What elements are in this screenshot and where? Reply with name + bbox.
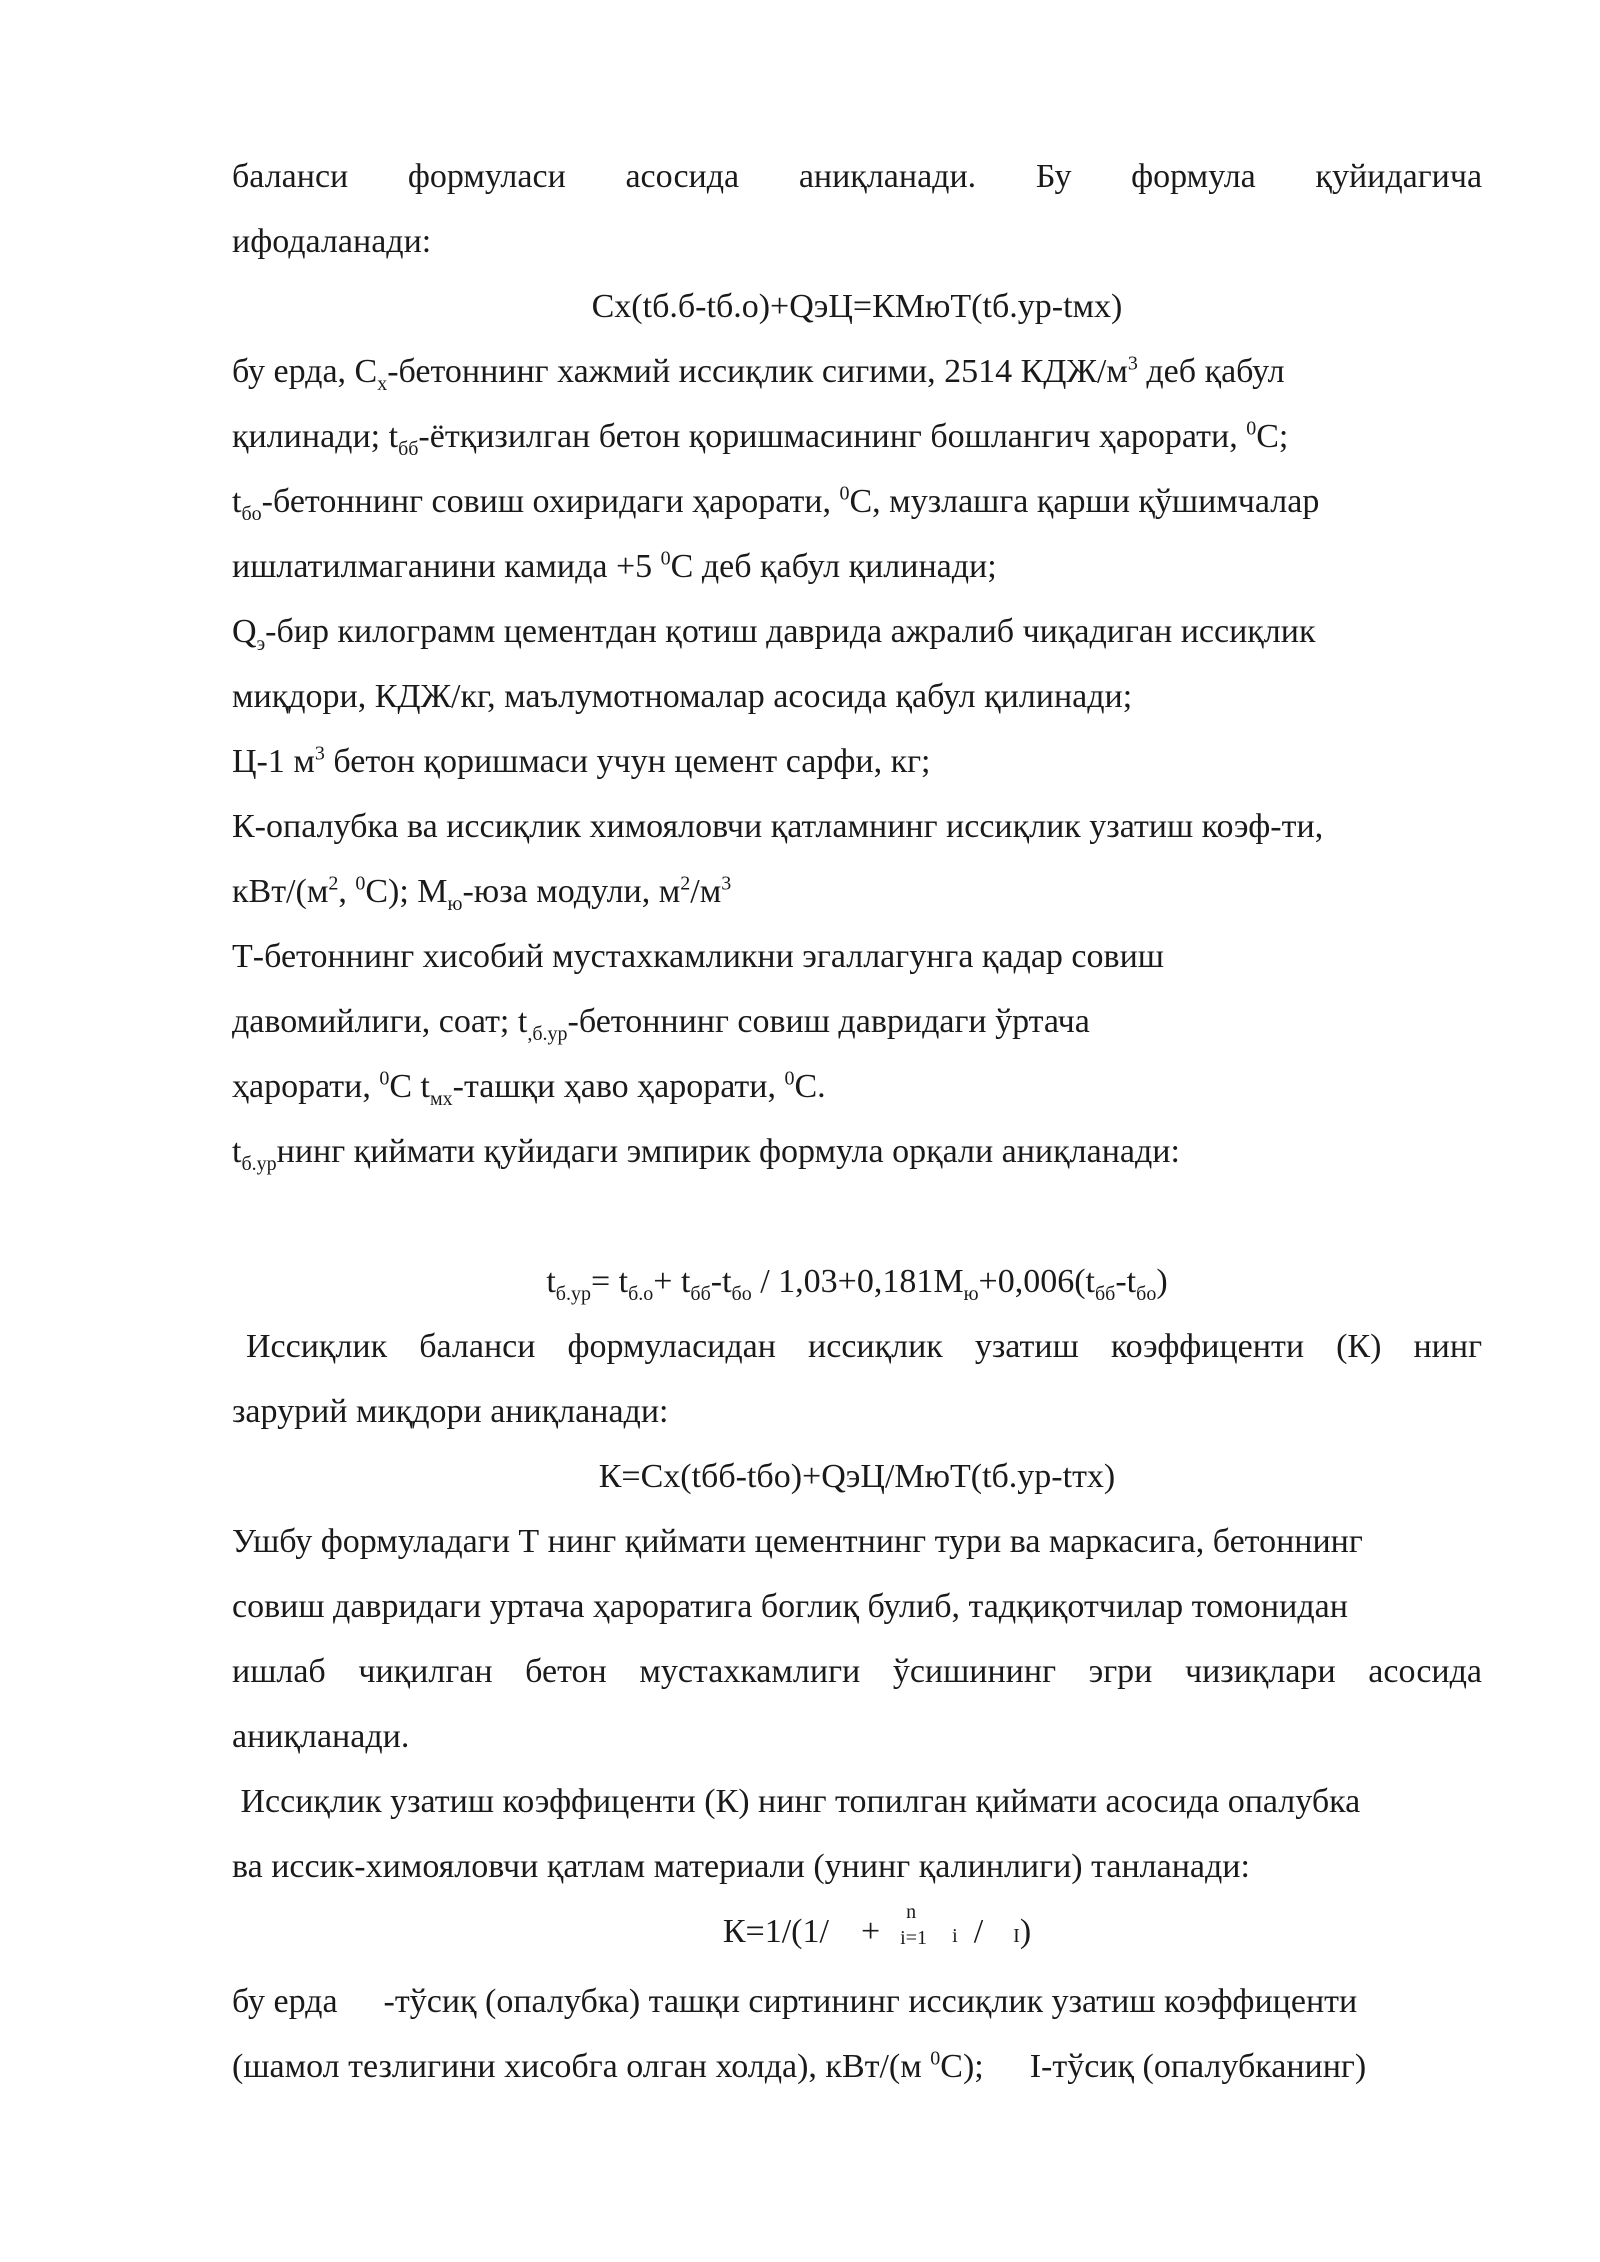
formula-average-temperature: $t_{б.ур}= t_{б.о}+ t_{бб}-t_{бо} / 1,03+0,181М_ю+0,006(t_{бб}-t_{бо})$	[546, 1263, 1168, 1305]
formula-inverse-sum: К=1/(1/ + n i=1 i / I)	[722, 1901, 1032, 1950]
text-line-21: аниқланади.	[232, 1718, 410, 1755]
word: Бу	[1035, 158, 1072, 195]
text-line-23: ва иссик-химояловчи қатлам материали (унинг қалинлиги) танланади:	[232, 1848, 1250, 1885]
word: асосида	[625, 158, 740, 195]
formula-heat-balance: Cx(tб.б-tб.о)+QэЦ=КМюТ(tб.ур-tмх)	[591, 288, 1123, 325]
text-line-6: ишлатилмаганини камида +5 $^0$С деб қабул қилинади;	[232, 547, 997, 585]
text-line-9: Ц-1 $м^3$ бетон қоришмаси учун цемент сарфи, кг;	[232, 742, 931, 780]
text-line-8: миқдори, КДЖ/кг, маълумотномалар асосида қабул қилинади;	[232, 678, 1133, 715]
text-line-14: ҳарорати, $^0$С $t_{мх}$-ташқи ҳаво ҳарорати, $^0$С.	[232, 1067, 826, 1110]
text-line-5: $t_{бо}$-бетоннинг совиш охиридаги ҳарорати, $^0$С, музлашга қарши қўшимчалар	[232, 482, 1320, 525]
text-line-7: $Q_э$-бир килограмм цементдан қотиш даврида ажралиб чиқадиган иссиқлик	[232, 613, 1316, 655]
text-line-16: Иссиқлик баланси формуласидан иссиқлик узатиш коэффиценти (К) нинг	[246, 1328, 1483, 1365]
blank-line	[232, 1184, 1482, 1249]
text-line-18: Ушбу формуладаги Т нинг қиймати цементнинг тури ва маркасига, бетоннинг	[232, 1523, 1363, 1560]
text-line-25: (шамол тезлигини хисобга олган холда), кВт/(м $^0$С); I-тўсиқ (опалубканинг)	[232, 2047, 1367, 2085]
text-line-11: кВт/($м^2$, $^0$С); $М_ю$-юза модули, $м^2/м^3$	[232, 872, 732, 915]
text-line-24: бу ерда -тўсиқ (опалубка) ташқи сиртининг иссиқлик узатиш коэффиценти	[232, 1983, 1358, 2020]
text-line-13: давомийлиги, соат; $t_{,б.ур}$-бетоннинг совиш давридаги ўртача	[232, 1003, 1090, 1045]
document-page	[232, 144, 1482, 2099]
formula-heat-transfer-coefficient: К=Cx(tбб-tбо)+QэЦ/МюТ(tб.ур-tтх)	[598, 1458, 1116, 1495]
text-line-1	[232, 144, 1482, 209]
word: аниқланади.	[798, 158, 977, 195]
text-line-17: зарурий миқдори аниқланади:	[232, 1393, 669, 1430]
word: формула	[1131, 158, 1256, 195]
text-line-3: бу ерда, $С_х$-бетоннинг хажмий иссиқлик сигими, 2514 КДЖ/$м^3$ деб қабул	[232, 352, 1285, 395]
text-line-20: ишлаб чиқилган бетон мустахкамлиги ўсишининг эгри чизиқлари асосида	[232, 1653, 1483, 1690]
word: баланси	[232, 158, 349, 195]
word: қуйидагича	[1315, 158, 1483, 195]
text-line-22: Иссиқлик узатиш коэффиценти (К) нинг топилган қиймати асосида опалубка	[232, 1783, 1361, 1820]
summation-limits: n i=1	[900, 1901, 927, 1949]
text-line-2: ифодаланади:	[232, 223, 432, 260]
text-line-4: қилинади; $t_{бб}$-ётқизилган бетон қоришмасининг бошлангич ҳарорати, $^0$С;	[232, 417, 1289, 460]
text-line-12: Т-бетоннинг хисобий мустахкамликни эгаллагунга қадар совиш	[232, 938, 1164, 975]
text-line-15: $t_{б.ур}нинг$ қиймати қуйидаги эмпирик формула орқали аниқланади:	[232, 1133, 1180, 1175]
text-line-19: совиш давридаги уртача ҳароратига боглиқ булиб, тадқиқотчилар томонидан	[232, 1588, 1348, 1625]
text-line-10: К-опалубка ва иссиқлик химояловчи қатламнинг иссиқлик узатиш коэф-ти,	[232, 808, 1324, 845]
word: формуласи	[407, 158, 566, 195]
